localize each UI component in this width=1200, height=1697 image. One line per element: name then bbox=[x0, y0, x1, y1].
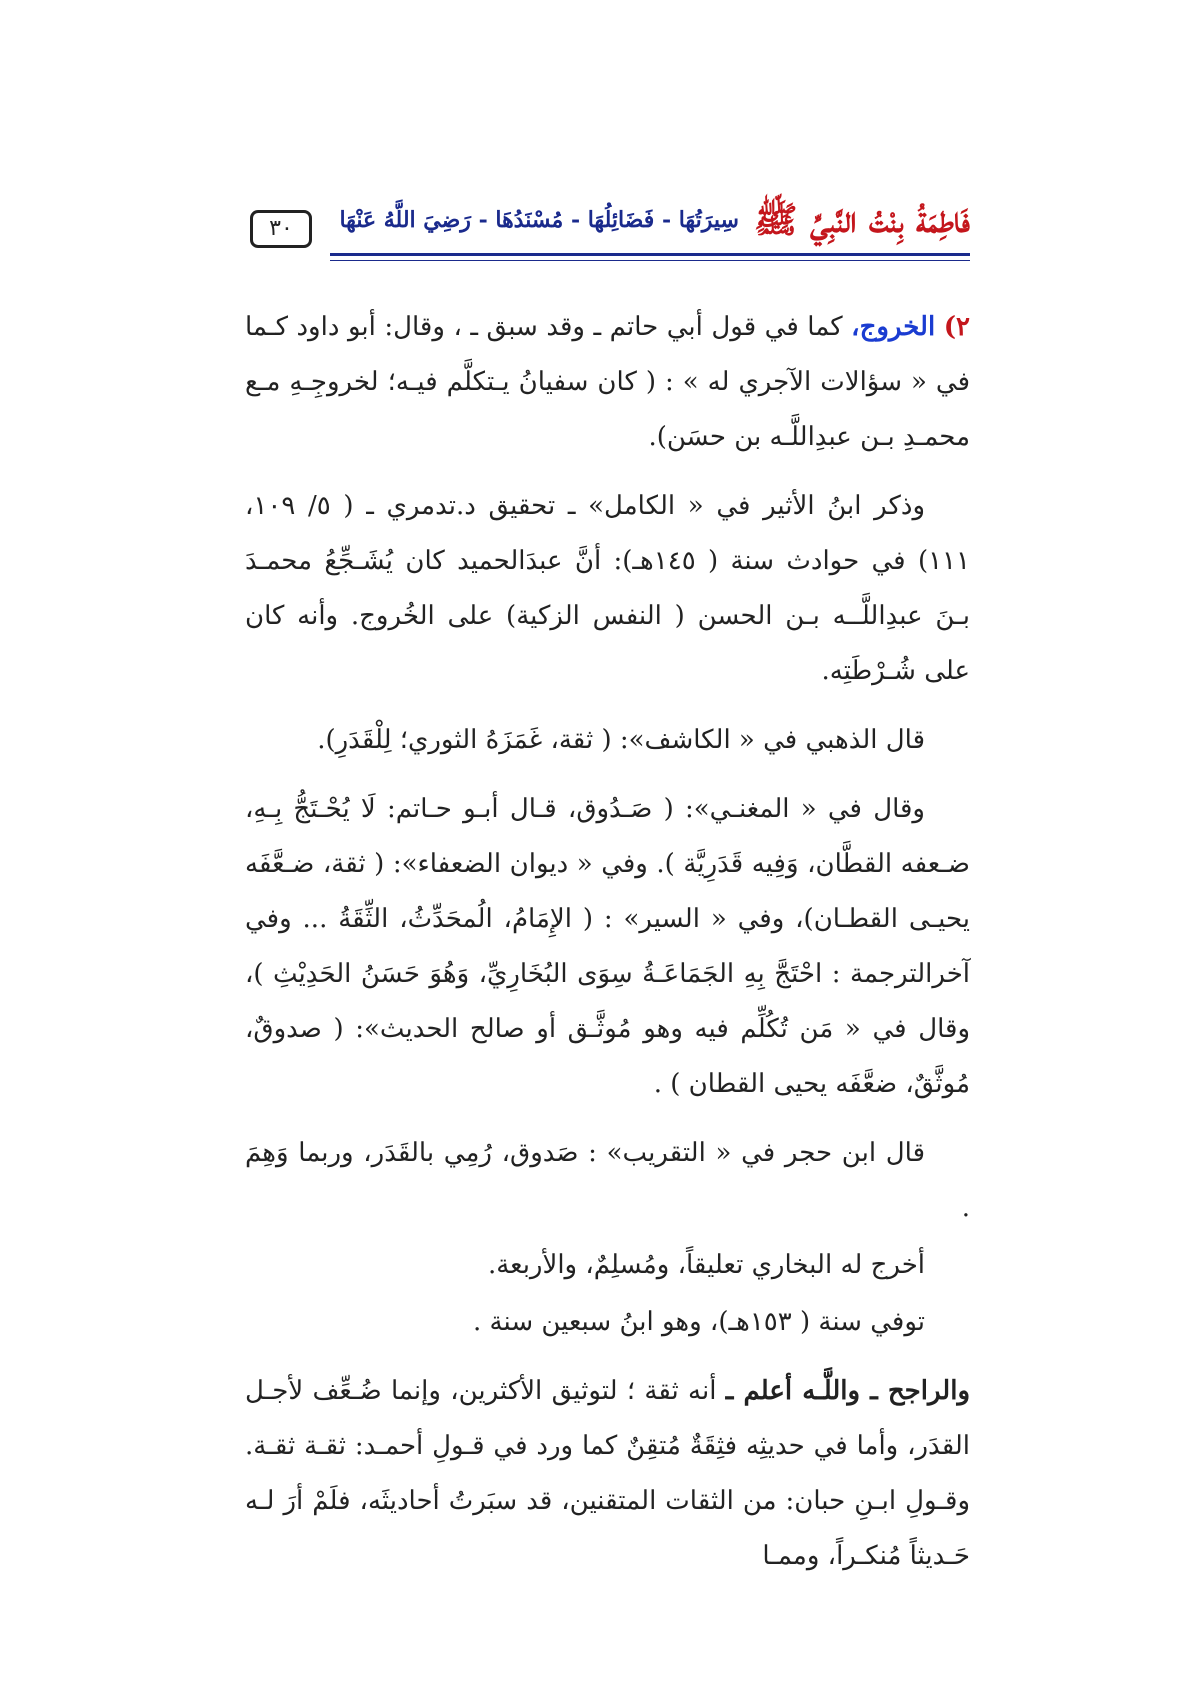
paragraph-5: قال ابن حجر في « التقريب» : صَدوق، رُمِي بالقَدَر، وربما وَهِمَ . bbox=[245, 1138, 970, 1223]
page-header bbox=[250, 190, 970, 270]
paragraph-7: توفي سنة ( ١٥٣هـ)، وهو ابنُ سبعين سنة . bbox=[473, 1307, 925, 1337]
book-title: فَاطِمَةُ بِنْتُ النَّبِيِّ ﷺ bbox=[754, 199, 970, 241]
paragraph-8 bbox=[245, 1364, 970, 1584]
header-rule-thick bbox=[330, 253, 970, 256]
item-number: ٢) bbox=[943, 312, 970, 342]
item-keyword: الخروج، bbox=[851, 312, 936, 342]
paragraph-1 bbox=[245, 300, 970, 465]
conclusion-lead: والراجح ـ واللَّـه أعلم ـ bbox=[725, 1376, 970, 1406]
paragraph-6: أخرج له البخاري تعليقاً، ومُسلِمٌ، والأربعة. bbox=[487, 1250, 925, 1280]
paragraph-2: وذكر ابنُ الأثير في « الكامل» ـ تحقيق د.تدمري ـ ( ٥/ ١٠٩، ١١١) في حوادث سنة ( ١٤٥هـ): أنَّ عبدَالحميد كان يُشَـجِّعُ محمـدَ بـنَ عبدِاللَّــه بـن الحسن ( النفس الزكية) على الخُروج. وأنه كان على شُـرْطَتِه. bbox=[245, 491, 970, 686]
paragraph-4: وقال في « المغنـي»: ( صَـدُوق، قـال أبـو حـاتم: لَا يُحْـتَجُّ بِـهِ، ضـعفه القطَّان، وَفِيه قَدَرِيَّة ). وفي « ديوان الضعفاء»: ( ثقة، ضـعَّفَه يحيـى القطـان)، وفي « السير» : ( الإِمَامُ، الُمحَدِّثُ، الثِّقَةُ ... وفي آخرالترجمة : احْتَجَّ بِهِ الجَمَاعَـةُ سِوَى البُخَارِيِّ، وَهُوَ حَسَنُ الحَدِيْثِ )، وقال في « مَن تُكُلِّم فيه وهو مُوثَّـق أو صالح الحديث»: ( صدوقٌ، مُوثَّقٌ، ضعَّفَه يحيى القطان ) . bbox=[245, 794, 970, 1099]
paragraph-1-text: كما في قول أبي حاتم ـ وقد سبق ـ ، وقال: أبو داود كـما في « سؤالات الآجري له » : ( كان سفيانُ يـتكلَّم فيـه؛ لخروجِـهِ مـع محمـدِ بـن عبدِاللَّـه بن حسَن). bbox=[245, 312, 970, 452]
book-title-banner bbox=[339, 190, 970, 250]
paragraph-3: قال الذهبي في « الكاشف»: ( ثقة، غَمَزَهُ الثوري؛ لِلْقَدَرِ). bbox=[317, 725, 925, 755]
page-number: ٣٠ bbox=[250, 210, 312, 248]
page-body bbox=[245, 300, 970, 1598]
paragraph-8-text: أنه ثقة ؛ لتوثيق الأكثرين، وإنما ضُـعِّف لأجـل القدَر، وأما في حديثِه فثِقَةٌ مُتقِنٌ كما ورد في قـولِ أحمـد: ثقـة ثقـة. وقـولِ ابـنِ حبان: من الثقات المتقنين، قد سبَرتُ أحاديثَه، فلَمْ أرَ لـه حَـديثاً مُنكـراً، وممـا bbox=[245, 1376, 970, 1571]
header-rule-thin bbox=[330, 260, 970, 261]
book-subtitle: سِيرَتُهَا - فَضَائِلُهَا - مُسْنَدُهَا - رَضِيَ اللَّهُ عَنْهَا bbox=[339, 207, 739, 233]
